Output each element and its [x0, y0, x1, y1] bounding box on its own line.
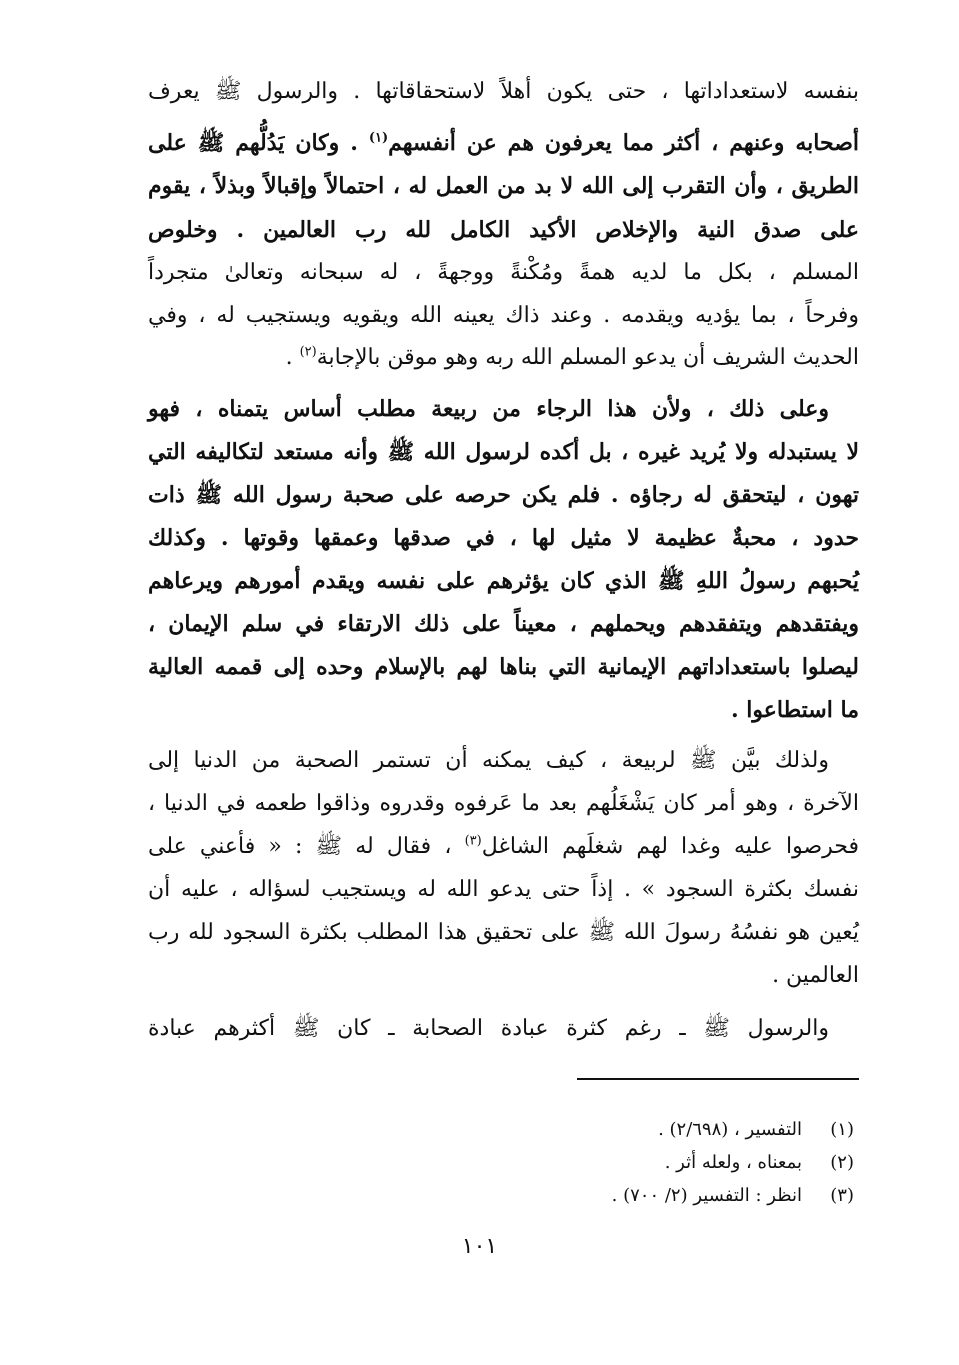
- footnote-separator: [577, 1078, 859, 1080]
- footnote-text: بمعناه ، ولعله أثر .: [664, 1152, 802, 1173]
- text-line: العالمين .: [772, 963, 859, 988]
- footnote-text: انظر : التفسير (٢/ ٧٠٠) .: [611, 1185, 802, 1206]
- text-line: تهون ، ليتحقق له رجاؤه . فلم يكن حرصه على صحبة رسول الله ﷺ ذات: [148, 482, 859, 508]
- text-line: على صدق النية والإخلاص الأكيد الكامل لله رب العالمين . وخلوص: [148, 217, 859, 243]
- text-line: بنفسه لاستعداداتها ، حتى يكون أهلاً لاستحقاقاتها . والرسول ﷺ يعرف: [148, 79, 859, 104]
- text-line: لا يستبدله ولا يُريد غيره ، بل أكده لرسول الله ﷺ وأنه مستعد لتكاليفه التي: [148, 439, 859, 465]
- footnote-item: [658, 1114, 854, 1146]
- text-run: فحرصوا عليه وغدا لهم شغلَهم الشاغل: [481, 834, 859, 859]
- text-line: ويفتقدهم ويتفقدهم ويحملهم ، معيناً على ذلك الارتقاء في سلم الإيمان ،: [148, 611, 859, 637]
- text-line: وعلى ذلك ، ولأن هذا الرجاء من ربيعة مطلب أساس يتمناه ، فهو: [148, 396, 829, 422]
- text-line: المسلم ، بكل ما لديه همةً ومُكْنةً ووجهةً ، له سبحانه وتعالىٰ متجرداً: [148, 260, 859, 285]
- footnote-number: (٢): [830, 1152, 854, 1173]
- text-run: أصحابه وعنهم ، أكثر مما يعرفون هم عن أنفسهم: [388, 130, 859, 156]
- page-number: ١٠١: [461, 1234, 498, 1259]
- footnote-text: التفسير ، (٢/٦٩٨) .: [658, 1119, 802, 1140]
- text-line: نفسك بكثرة السجود » . إذاً حتى يدعو الله له ويستجيب لسؤاله ، عليه أن: [148, 877, 859, 902]
- footnote-item: [612, 1180, 854, 1212]
- text-run: . وكان يَدُلُّهم ﷺ على: [148, 130, 369, 156]
- text-line: الطريق ، وأن التقرب إلى الله لا بد من العمل له ، احتمالاً وإقبالاً وبذلاً ، يقوم: [148, 173, 859, 199]
- footnote-ref[interactable]: (١): [368, 130, 389, 146]
- text-line: ليصلوا باستعداداتهم الإيمانية التي بناها لهم بالإسلام وحده إلى قممه العالية: [148, 654, 859, 680]
- text-line: حدود ، محبةٌ عظيمة لا مثيل لها ، في صدقها وعمقها وقوتها . وكذلك: [148, 525, 859, 551]
- text-line: الآخرة ، وهو أمر كان يَشْغَلُهم بعد ما عَرفوه وقدروه وذاقوا طعمه في الدنيا ،: [148, 791, 859, 816]
- footnote-ref[interactable]: (٢): [299, 344, 317, 360]
- text-line: يُحبهم رسولُ اللهِ ﷺ الذي كان يؤثرهم على نفسه ويقدم أمورهم ويرعاهم: [148, 568, 859, 594]
- text-line: يُعين هو نفسُهُ رسولَ الله ﷺ على تحقيق هذا المطلب بكثرة السجود لله رب: [148, 920, 859, 945]
- text-line: والرسول ﷺ ـ رغم كثرة عبادة الصحابة ـ كان ﷺ أكثرهم عبادة: [148, 1016, 829, 1041]
- text-line: ما استطاعوا .: [730, 697, 859, 723]
- text-line: [148, 332, 859, 384]
- text-line: ولذلك بيَّن ﷺ لربيعة ، كيف يمكنه أن تستمر الصحبة من الدنيا إلى: [148, 748, 829, 773]
- text-run: ، فقال له ﷺ : « فأعني على: [148, 834, 465, 859]
- footnote-item: [665, 1147, 854, 1179]
- text-line: وفرحاً ، بما يؤديه ويقدمه . وعند ذاك يعينه الله ويقويه ويستجيب له ، وفي: [148, 303, 859, 328]
- footnote-number: (٣): [830, 1185, 854, 1206]
- text-run: الحديث الشريف أن يدعو المسلم الله ربه وهو موقن بالإجابة: [316, 345, 859, 370]
- footnote-ref[interactable]: (٣): [464, 833, 482, 849]
- footnote-number: (١): [830, 1119, 854, 1140]
- text-run: .: [285, 345, 300, 370]
